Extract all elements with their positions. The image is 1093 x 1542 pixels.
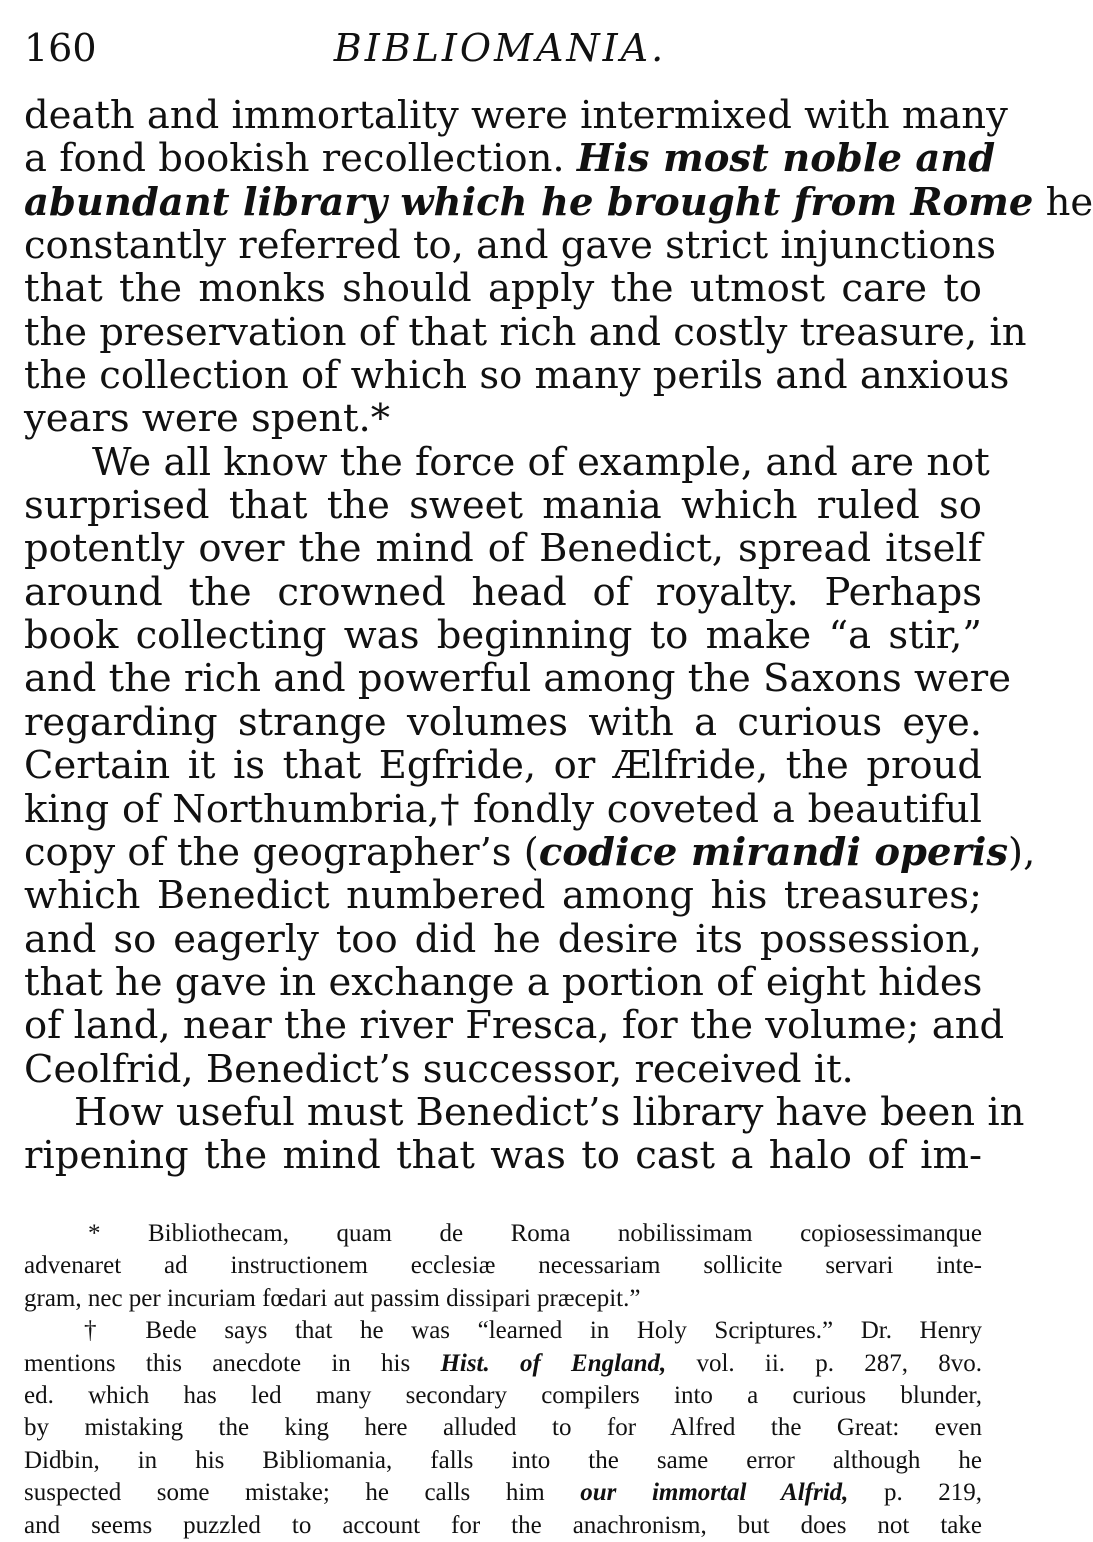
text-line: ripening the mind that was to cast a halo of im- — [24, 1133, 982, 1179]
text-line: surprised that the sweet mania which ruled so — [24, 483, 982, 529]
footnote-line: by mistaking the king here alluded to for Alfred the Great: even — [24, 1414, 982, 1442]
text-segment: copy of the geographer’s ( — [24, 829, 539, 875]
footnote-line: ed. which has led many secondary compilers into a curious blunder, — [24, 1381, 982, 1409]
italic-phrase: abundant library which he brought from Rome — [24, 179, 1034, 225]
italic-phrase: His most noble and — [576, 136, 996, 182]
text-line: Ceolfrid, Benedict’s successor, received it. — [24, 1046, 854, 1092]
text-line: which Benedict numbered among his treasures; — [24, 873, 982, 919]
footnote-line: Didbin, in his Bibliomania, falls into the same error although he — [24, 1446, 982, 1474]
text-line: the collection of which so many perils and anxious — [24, 353, 1010, 399]
text-line: Certain it is that Egfride, or Ælfride, the proud — [24, 743, 982, 789]
text-line: and the rich and powerful among the Saxons were — [24, 656, 1011, 702]
footnote-line: * Bibliothecam, quam de Roma nobilissimam copiosessimanque — [88, 1220, 982, 1247]
running-title: BIBLIOMANIA. — [333, 26, 667, 70]
text-line: that he gave in exchange a portion of eight hides — [24, 959, 983, 1005]
text-line — [24, 179, 1093, 225]
text-line — [24, 829, 1036, 875]
footnote-segment: p. 219, — [883, 1479, 983, 1507]
text-line: king of Northumbria,† fondly coveted a beautiful — [24, 786, 982, 832]
text-line: years were spent.* — [24, 396, 390, 442]
text-line: death and immortality were intermixed with many — [24, 93, 1008, 138]
footnote-segment: mentions this anecdote in his — [24, 1349, 411, 1377]
paragraph-start-line: How useful must Benedict’s library have been in — [74, 1089, 1025, 1135]
paragraph-start-line: We all know the force of example, and are not — [92, 439, 990, 485]
text-line: potently over the mind of Benedict, spread itself — [24, 526, 982, 572]
footnote-line — [24, 1477, 982, 1509]
footnote-line: † Bede says that he was “learned in Holy Scriptures.” Dr. Henry — [84, 1317, 982, 1345]
text-line: book collecting was beginning to make “a stir,” — [24, 613, 982, 659]
body-text — [24, 93, 1093, 1179]
text-segment: he — [1045, 179, 1093, 225]
footnotes — [24, 1218, 982, 1542]
text-segment: a fond bookish recollection. — [24, 136, 565, 182]
footnote-line: and seems puzzled to account for the anachronism, but does not take — [24, 1511, 982, 1539]
footnote-italic: our immortal Alfrid, — [580, 1479, 849, 1507]
footnote-segment: vol. ii. p. 287, 8vo. — [696, 1349, 983, 1377]
text-line: the preservation of that rich and costly treasure, in — [24, 309, 1027, 355]
text-segment: ), — [1008, 829, 1036, 875]
footnote-line — [24, 1348, 982, 1380]
text-line: that the monks should apply the utmost care to — [24, 266, 982, 312]
text-line: and so eagerly too did he desire its possession, — [24, 916, 982, 962]
text-line: regarding strange volumes with a curious eye. — [24, 699, 982, 745]
text-line: constantly referred to, and gave strict injunctions — [24, 223, 997, 269]
footnote-line: advenaret ad instructionem ecclesiæ necessariam sollicite servari inte- — [24, 1252, 982, 1280]
footnote-segment: suspected some mistake; he calls him — [24, 1479, 545, 1507]
text-line — [24, 136, 996, 182]
footnote-line: gram, nec per incuriam fœdari aut passim dissipari præcepit.” — [24, 1284, 641, 1312]
text-line: around the crowned head of royalty. Perhaps — [24, 569, 982, 615]
italic-phrase: codice mirandi operis — [538, 829, 1009, 875]
text-line: of land, near the river Fresca, for the volume; and — [24, 1003, 1005, 1049]
footnote-italic: Hist. of England, — [440, 1349, 667, 1377]
page-number: 160 — [24, 26, 97, 70]
page-header — [24, 18, 976, 78]
